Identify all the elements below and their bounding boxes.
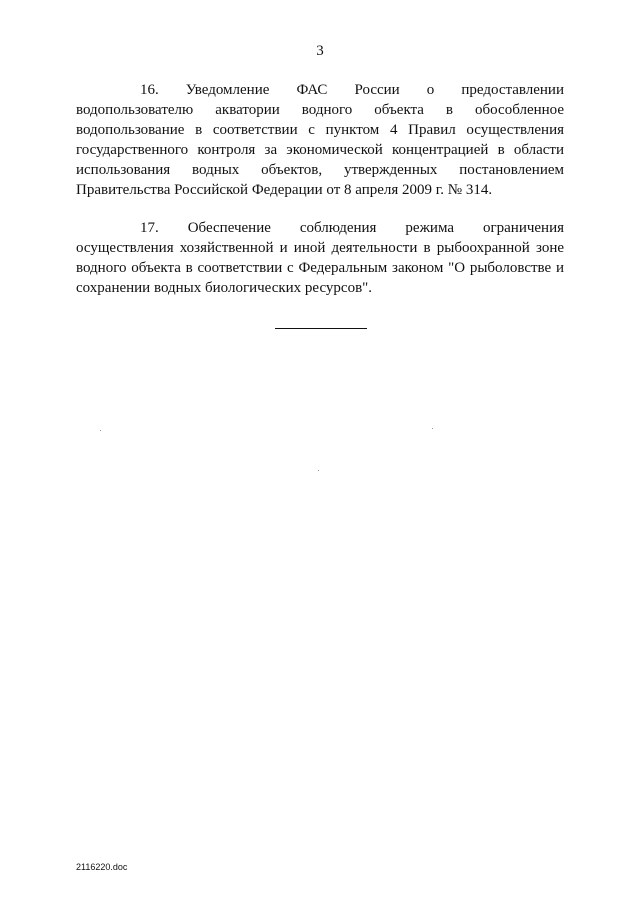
footer-filename: 2116220.doc [76, 862, 128, 872]
scan-speck [318, 470, 319, 471]
page-number: 3 [316, 43, 324, 59]
scan-speck [100, 430, 101, 431]
paragraph-16: 16. Уведомление ФАС России о предоставлении водопользователю акватории водного объекта в обособленное водопользование в соответствии с пунктом 4 Правил осуществления государственного контроля за экономической концентрацией в области использования водных объектов, утвержденных постановлением Правительства Российской Федерации от 8 апреля 2009 г. № 314. [76, 82, 564, 198]
scan-speck [432, 428, 433, 429]
end-rule [275, 328, 367, 329]
paragraph-17: 17. Обеспечение соблюдения режима ограничения осуществления хозяйственной и иной деятельности в рыбоохранной зоне водного объекта в соответствии с Федеральным законом "О рыболовстве и сохранении водных биологических ресурсов". [76, 220, 564, 296]
